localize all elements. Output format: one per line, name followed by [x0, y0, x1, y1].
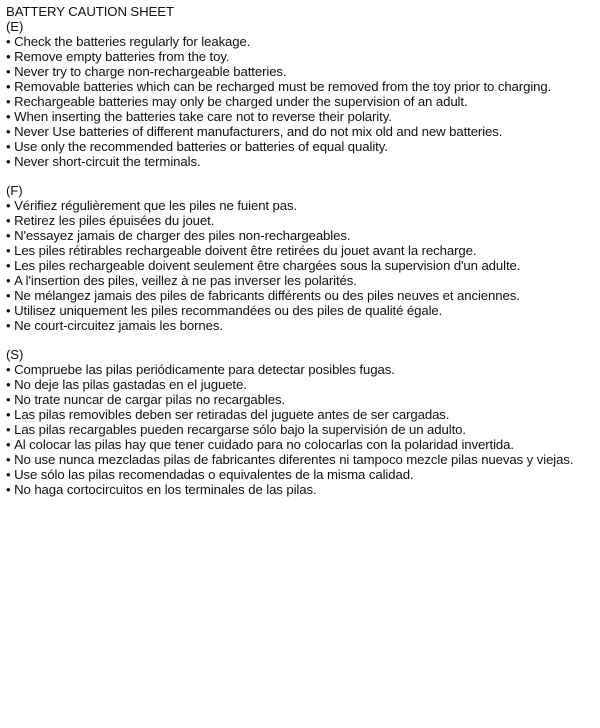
list-item: • No trate nuncar de cargar pilas no recargables. — [6, 392, 594, 407]
list-item: • No haga cortocircuitos en los terminales de las pilas. — [6, 482, 594, 497]
list-item: • Removable batteries which can be recharged must be removed from the toy prior to charging. — [6, 79, 594, 94]
caution-list — [6, 34, 594, 169]
list-item: • Ne mélangez jamais des piles de fabricants différents ou des piles neuves et anciennes. — [6, 288, 594, 303]
list-item: • Al colocar las pilas hay que tener cuidado para no colocarlas con la polaridad invertida. — [6, 437, 594, 452]
caution-list — [6, 198, 594, 333]
list-item: • A l'insertion des piles, veillez à ne pas inverser les polarités. — [6, 273, 594, 288]
section-spanish — [6, 347, 594, 497]
language-code: (E) — [6, 19, 24, 34]
language-code: (F) — [6, 183, 23, 198]
list-item: • Never Use batteries of different manufacturers, and do not mix old and new batteries. — [6, 124, 594, 139]
section-english — [6, 19, 594, 169]
list-item: • Never short-circuit the terminals. — [6, 154, 594, 169]
caution-sheet — [6, 4, 594, 497]
list-item: • Remove empty batteries from the toy. — [6, 49, 594, 64]
section-french — [6, 183, 594, 333]
list-item: • Never try to charge non-rechargeable batteries. — [6, 64, 594, 79]
list-item: • Las pilas removibles deben ser retiradas del juguete antes de ser cargadas. — [6, 407, 594, 422]
list-item: • Vérifiez régulièrement que les piles ne fuient pas. — [6, 198, 594, 213]
list-item: • No use nunca mezcladas pilas de fabricantes diferentes ni tampoco mezcle pilas nuevas y viejas. — [6, 452, 594, 467]
list-item: • Compruebe las pilas periódicamente para detectar posibles fugas. — [6, 362, 594, 377]
language-code: (S) — [6, 347, 24, 362]
list-item: • Check the batteries regularly for leakage. — [6, 34, 594, 49]
sheet-title: BATTERY CAUTION SHEET — [6, 4, 174, 19]
list-item: • Use sólo las pilas recomendadas o equivalentes de la misma calidad. — [6, 467, 594, 482]
list-item: • N'essayez jamais de charger des piles non-rechargeables. — [6, 228, 594, 243]
list-item: • Les piles rétirables rechargeable doivent être retirées du jouet avant la recharge. — [6, 243, 594, 258]
list-item: • No deje las pilas gastadas en el juguete. — [6, 377, 594, 392]
list-item: • Utilisez uniquement les piles recommandées ou des piles de qualité égale. — [6, 303, 594, 318]
list-item: • When inserting the batteries take care not to reverse their polarity. — [6, 109, 594, 124]
list-item: • Las pilas recargables pueden recargarse sólo bajo la supervisión de un adulto. — [6, 422, 594, 437]
caution-list — [6, 362, 594, 497]
list-item: • Use only the recommended batteries or batteries of equal quality. — [6, 139, 594, 154]
list-item: • Retirez les piles épuisées du jouet. — [6, 213, 594, 228]
list-item: • Rechargeable batteries may only be charged under the supervision of an adult. — [6, 94, 594, 109]
list-item: • Ne court-circuitez jamais les bornes. — [6, 318, 594, 333]
list-item: • Les piles rechargeable doivent seulement être chargées sous la supervision d'un adulte. — [6, 258, 594, 273]
